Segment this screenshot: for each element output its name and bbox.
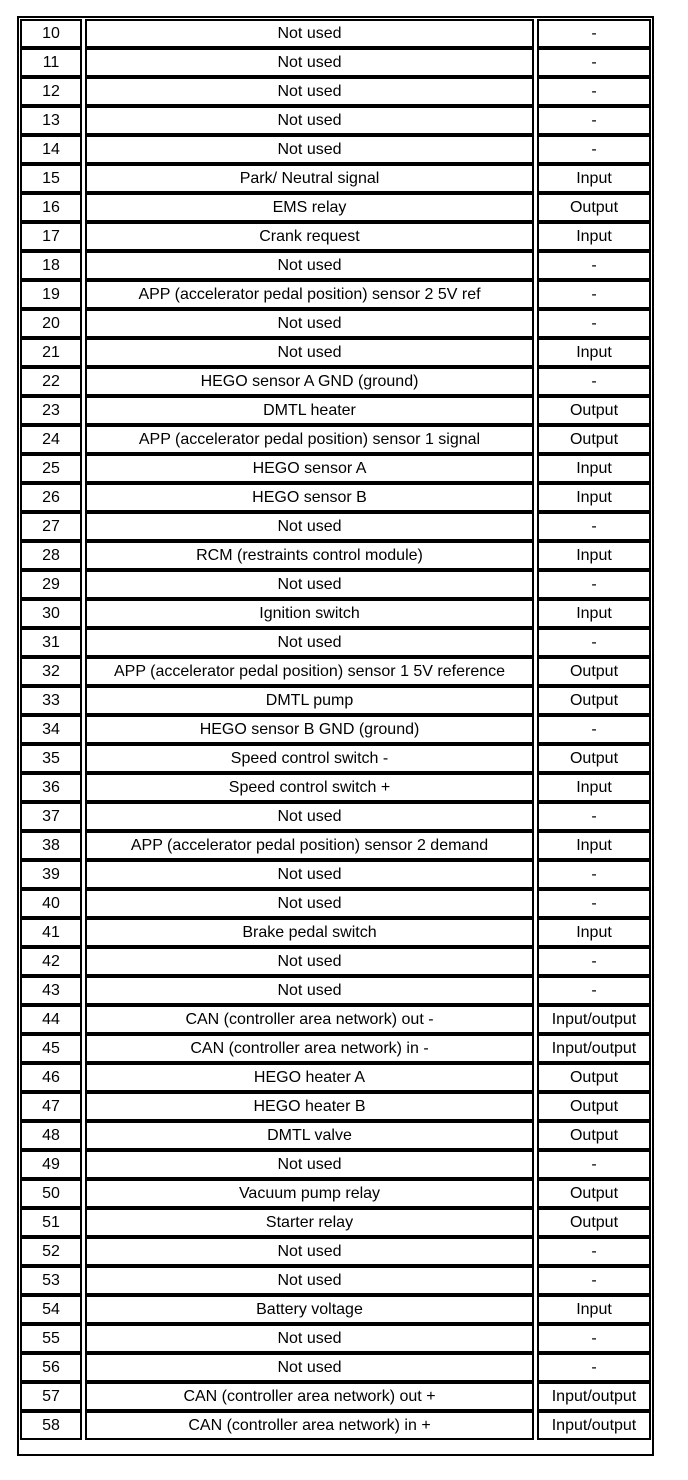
description-cell: Not used: [85, 135, 534, 164]
table-row: [20, 222, 651, 251]
signal-type-cell: -: [537, 1237, 651, 1266]
table-row: [20, 889, 651, 918]
description-cell: Not used: [85, 1266, 534, 1295]
signal-type-cell: Output: [537, 396, 651, 425]
table-row: [20, 106, 651, 135]
description-cell: Not used: [85, 77, 534, 106]
signal-type-cell: Output: [537, 1063, 651, 1092]
signal-type-cell: -: [537, 48, 651, 77]
table-row: [20, 454, 651, 483]
description-cell: Not used: [85, 570, 534, 599]
pin-number-cell: 27: [20, 512, 82, 541]
description-cell: HEGO sensor A: [85, 454, 534, 483]
signal-type-cell: -: [537, 19, 651, 48]
description-cell: Crank request: [85, 222, 534, 251]
signal-type-cell: Output: [537, 744, 651, 773]
signal-type-cell: -: [537, 367, 651, 396]
table-row: [20, 947, 651, 976]
table-row: [20, 309, 651, 338]
pin-number-cell: 32: [20, 657, 82, 686]
table-row: [20, 396, 651, 425]
table-row: [20, 135, 651, 164]
signal-type-cell: -: [537, 1353, 651, 1382]
pin-number-cell: 34: [20, 715, 82, 744]
table-row: [20, 976, 651, 1005]
signal-type-cell: Input/output: [537, 1034, 651, 1063]
table-row: [20, 628, 651, 657]
description-cell: HEGO heater B: [85, 1092, 534, 1121]
description-cell: APP (accelerator pedal position) sensor 2 5V ref: [85, 280, 534, 309]
table-row: [20, 1411, 651, 1440]
description-cell: HEGO sensor B GND (ground): [85, 715, 534, 744]
pin-number-cell: 17: [20, 222, 82, 251]
table-row: [20, 918, 651, 947]
pin-number-cell: 37: [20, 802, 82, 831]
description-cell: Brake pedal switch: [85, 918, 534, 947]
pin-number-cell: 29: [20, 570, 82, 599]
signal-type-cell: Input: [537, 599, 651, 628]
signal-type-cell: -: [537, 512, 651, 541]
description-cell: DMTL valve: [85, 1121, 534, 1150]
table-row: [20, 1295, 651, 1324]
description-cell: Not used: [85, 889, 534, 918]
description-cell: Not used: [85, 19, 534, 48]
table-row: [20, 338, 651, 367]
pin-number-cell: 49: [20, 1150, 82, 1179]
table-row: [20, 599, 651, 628]
pin-number-cell: 51: [20, 1208, 82, 1237]
signal-type-cell: Input: [537, 773, 651, 802]
signal-type-cell: Input/output: [537, 1005, 651, 1034]
description-cell: Ignition switch: [85, 599, 534, 628]
signal-type-cell: -: [537, 1150, 651, 1179]
signal-type-cell: -: [537, 570, 651, 599]
signal-type-cell: Input: [537, 831, 651, 860]
signal-type-cell: Output: [537, 1121, 651, 1150]
description-cell: Park/ Neutral signal: [85, 164, 534, 193]
signal-type-cell: -: [537, 135, 651, 164]
signal-type-cell: -: [537, 889, 651, 918]
pin-number-cell: 20: [20, 309, 82, 338]
table-row: [20, 1324, 651, 1353]
description-cell: Not used: [85, 106, 534, 135]
signal-type-cell: -: [537, 715, 651, 744]
pin-number-cell: 33: [20, 686, 82, 715]
pin-number-cell: 15: [20, 164, 82, 193]
table-row: [20, 715, 651, 744]
description-cell: HEGO heater A: [85, 1063, 534, 1092]
pin-number-cell: 23: [20, 396, 82, 425]
description-cell: Not used: [85, 48, 534, 77]
pin-number-cell: 48: [20, 1121, 82, 1150]
signal-type-cell: -: [537, 860, 651, 889]
table-row: [20, 1179, 651, 1208]
signal-type-cell: Output: [537, 686, 651, 715]
signal-type-cell: Output: [537, 425, 651, 454]
pin-number-cell: 42: [20, 947, 82, 976]
description-cell: Vacuum pump relay: [85, 1179, 534, 1208]
signal-type-cell: Input/output: [537, 1411, 651, 1440]
description-cell: Not used: [85, 802, 534, 831]
table-row: [20, 164, 651, 193]
description-cell: Not used: [85, 512, 534, 541]
pin-number-cell: 47: [20, 1092, 82, 1121]
signal-type-cell: Output: [537, 1092, 651, 1121]
pin-number-cell: 35: [20, 744, 82, 773]
pin-number-cell: 44: [20, 1005, 82, 1034]
table-row: [20, 744, 651, 773]
description-cell: CAN (controller area network) out +: [85, 1382, 534, 1411]
pin-number-cell: 50: [20, 1179, 82, 1208]
signal-type-cell: -: [537, 280, 651, 309]
table-row: [20, 1266, 651, 1295]
pin-number-cell: 12: [20, 77, 82, 106]
signal-type-cell: Input: [537, 222, 651, 251]
pin-number-cell: 43: [20, 976, 82, 1005]
table-row: [20, 512, 651, 541]
pin-number-cell: 31: [20, 628, 82, 657]
description-cell: HEGO sensor A GND (ground): [85, 367, 534, 396]
table-row: [20, 1208, 651, 1237]
table-row: [20, 48, 651, 77]
signal-type-cell: -: [537, 1324, 651, 1353]
pin-number-cell: 53: [20, 1266, 82, 1295]
pin-number-cell: 11: [20, 48, 82, 77]
signal-type-cell: Input: [537, 164, 651, 193]
table-row: [20, 802, 651, 831]
pin-number-cell: 18: [20, 251, 82, 280]
signal-type-cell: -: [537, 976, 651, 1005]
pin-number-cell: 21: [20, 338, 82, 367]
table-row: [20, 251, 651, 280]
pin-number-cell: 10: [20, 19, 82, 48]
pin-number-cell: 13: [20, 106, 82, 135]
description-cell: CAN (controller area network) out -: [85, 1005, 534, 1034]
description-cell: Speed control switch +: [85, 773, 534, 802]
description-cell: Not used: [85, 628, 534, 657]
signal-type-cell: Input: [537, 483, 651, 512]
table-row: [20, 773, 651, 802]
description-cell: CAN (controller area network) in -: [85, 1034, 534, 1063]
pin-number-cell: 19: [20, 280, 82, 309]
signal-type-cell: -: [537, 309, 651, 338]
description-cell: Not used: [85, 309, 534, 338]
pin-number-cell: 16: [20, 193, 82, 222]
description-cell: Not used: [85, 860, 534, 889]
signal-type-cell: Input/output: [537, 1382, 651, 1411]
table-row: [20, 193, 651, 222]
pin-number-cell: 56: [20, 1353, 82, 1382]
signal-type-cell: -: [537, 947, 651, 976]
pin-number-cell: 41: [20, 918, 82, 947]
description-cell: Not used: [85, 1324, 534, 1353]
pin-number-cell: 40: [20, 889, 82, 918]
description-cell: Not used: [85, 976, 534, 1005]
pin-number-cell: 24: [20, 425, 82, 454]
table-row: [20, 367, 651, 396]
pin-number-cell: 54: [20, 1295, 82, 1324]
description-cell: CAN (controller area network) in +: [85, 1411, 534, 1440]
description-cell: Starter relay: [85, 1208, 534, 1237]
table-row: [20, 1353, 651, 1382]
signal-type-cell: -: [537, 802, 651, 831]
signal-type-cell: -: [537, 1266, 651, 1295]
pin-number-cell: 39: [20, 860, 82, 889]
table-row: [20, 1121, 651, 1150]
pin-number-cell: 46: [20, 1063, 82, 1092]
table-row: [20, 1005, 651, 1034]
description-cell: Speed control switch -: [85, 744, 534, 773]
signal-type-cell: Output: [537, 1208, 651, 1237]
description-cell: Not used: [85, 947, 534, 976]
signal-type-cell: Input: [537, 454, 651, 483]
table-row: [20, 425, 651, 454]
pin-number-cell: 58: [20, 1411, 82, 1440]
table-row: [20, 541, 651, 570]
table-row: [20, 77, 651, 106]
pin-number-cell: 57: [20, 1382, 82, 1411]
pin-number-cell: 28: [20, 541, 82, 570]
signal-type-cell: Output: [537, 193, 651, 222]
signal-type-cell: Output: [537, 657, 651, 686]
description-cell: Not used: [85, 338, 534, 367]
table-row: [20, 483, 651, 512]
description-cell: DMTL pump: [85, 686, 534, 715]
description-cell: DMTL heater: [85, 396, 534, 425]
description-cell: Not used: [85, 1150, 534, 1179]
signal-type-cell: -: [537, 251, 651, 280]
pin-number-cell: 30: [20, 599, 82, 628]
table-row: [20, 19, 651, 48]
table-row: [20, 1034, 651, 1063]
pin-number-cell: 22: [20, 367, 82, 396]
signal-type-cell: Input: [537, 1295, 651, 1324]
signal-type-cell: -: [537, 77, 651, 106]
pin-number-cell: 36: [20, 773, 82, 802]
table-row: [20, 860, 651, 889]
description-cell: APP (accelerator pedal position) sensor 1 5V reference: [85, 657, 534, 686]
signal-type-cell: -: [537, 628, 651, 657]
table-row: [20, 570, 651, 599]
pin-number-cell: 25: [20, 454, 82, 483]
description-cell: APP (accelerator pedal position) sensor 1 signal: [85, 425, 534, 454]
signal-type-cell: Input: [537, 918, 651, 947]
signal-type-cell: Input: [537, 338, 651, 367]
description-cell: RCM (restraints control module): [85, 541, 534, 570]
pin-table: [20, 19, 651, 1440]
table-row: [20, 1063, 651, 1092]
signal-type-cell: Output: [537, 1179, 651, 1208]
description-cell: Not used: [85, 251, 534, 280]
table-row: [20, 280, 651, 309]
pin-number-cell: 55: [20, 1324, 82, 1353]
description-cell: Not used: [85, 1237, 534, 1266]
description-cell: APP (accelerator pedal position) sensor 2 demand: [85, 831, 534, 860]
signal-type-cell: Input: [537, 541, 651, 570]
table-row: [20, 1237, 651, 1266]
description-cell: HEGO sensor B: [85, 483, 534, 512]
table-row: [20, 1382, 651, 1411]
signal-type-cell: -: [537, 106, 651, 135]
description-cell: Not used: [85, 1353, 534, 1382]
table-row: [20, 831, 651, 860]
table-row: [20, 1150, 651, 1179]
table-row: [20, 1092, 651, 1121]
pin-number-cell: 26: [20, 483, 82, 512]
pin-number-cell: 14: [20, 135, 82, 164]
pin-table-body: [20, 19, 651, 1440]
pin-number-cell: 38: [20, 831, 82, 860]
table-row: [20, 686, 651, 715]
pin-number-cell: 45: [20, 1034, 82, 1063]
description-cell: Battery voltage: [85, 1295, 534, 1324]
pin-number-cell: 52: [20, 1237, 82, 1266]
description-cell: EMS relay: [85, 193, 534, 222]
table-row: [20, 657, 651, 686]
